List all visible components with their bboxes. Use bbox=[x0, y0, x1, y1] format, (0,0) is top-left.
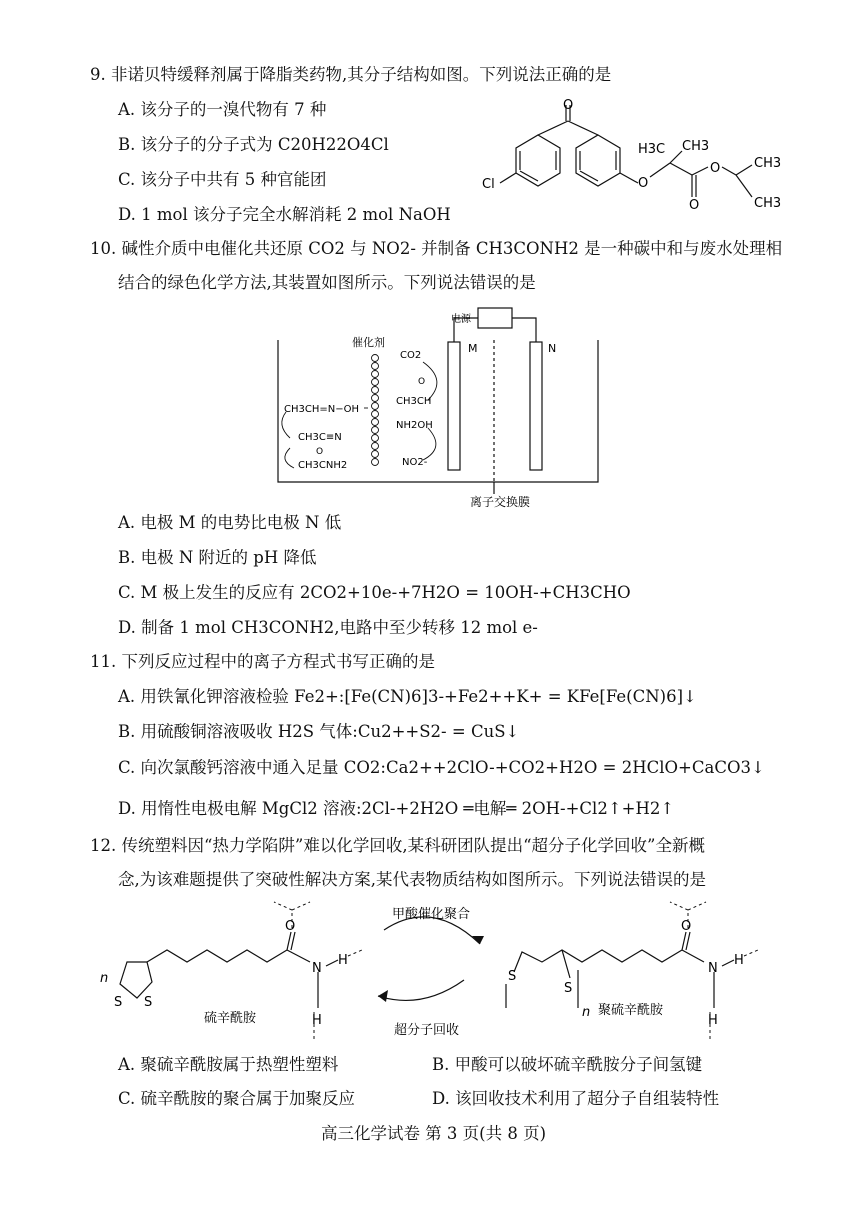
q10-fig-acetaldehyde: CH3CH bbox=[396, 396, 432, 407]
q12-option-d[interactable]: D. 该回收技术利用了超分子自组装特性 bbox=[432, 1089, 720, 1108]
q10-fig-amide-o: O bbox=[316, 447, 324, 457]
q9-fig-ester-o: O bbox=[710, 161, 721, 176]
q12-fig-monomer-label: 硫辛酰胺 bbox=[204, 1011, 257, 1026]
q12-fig-h-right: H bbox=[734, 953, 744, 968]
q12-fig-s-right: S bbox=[508, 969, 517, 984]
q12-fig-polymer-label: 聚硫辛酰胺 bbox=[598, 1003, 664, 1018]
q9-fig-ether-o: O bbox=[638, 176, 649, 191]
q12-fig-backward-label: 超分子回收 bbox=[394, 1023, 460, 1038]
q9-option-c[interactable]: C. 该分子中共有 5 种官能团 bbox=[118, 170, 327, 189]
q9-option-a[interactable]: A. 该分子的一溴代物有 7 种 bbox=[118, 100, 327, 119]
q11-stem: 11. 下列反应过程中的离子方程式书写正确的是 bbox=[90, 652, 435, 671]
q10-fig-co2: CO2 bbox=[400, 350, 422, 361]
q9-fig-cl: Cl bbox=[482, 177, 495, 192]
q11-option-a[interactable]: A. 用铁氰化钾溶液检验 Fe2+:[Fe(CN)6]3-+Fe2++K+ = KFe[Fe(CN)6]↓ bbox=[118, 687, 697, 706]
q10-fig-hydroxylamine: NH2OH bbox=[396, 420, 433, 431]
q10-stem-line1: 10. 碱性介质中电催化共还原 CO2 与 NO2- 并制备 CH3CONH2 是一种碳中和与废水处理相 bbox=[90, 239, 783, 258]
q10-fig-catalyst: 催化剂 bbox=[352, 336, 385, 349]
q12-fig-h2-left: H bbox=[312, 1013, 322, 1028]
q10-option-c[interactable]: C. M 极上发生的反应有 2CO2+10e-+7H2O = 10OH-+CH3CHO bbox=[118, 583, 631, 602]
q9-option-b[interactable]: B. 该分子的分子式为 C20H22O4Cl bbox=[118, 135, 389, 154]
q9-fig-ester-co: O bbox=[689, 198, 700, 213]
q10-fig-membrane: 离子交换膜 bbox=[470, 495, 531, 509]
q9-fig-ch3-c: CH3 bbox=[754, 196, 782, 211]
q10-fig-nitrile: CH3C≡N bbox=[298, 432, 342, 443]
q9-fig-h3c: H3C bbox=[638, 142, 666, 157]
q10-option-a[interactable]: A. 电极 M 的电势比电极 N 低 bbox=[118, 513, 342, 532]
q12-fig-n-right: n bbox=[582, 1005, 591, 1020]
q12-fig-s-left: S bbox=[114, 995, 123, 1010]
q10-stem-line2: 结合的绿色化学方法,其装置如图所示。下列说法错误的是 bbox=[118, 273, 536, 292]
q12-fig-o-left: O bbox=[285, 919, 296, 934]
q10-option-d[interactable]: D. 制备 1 mol CH3CONH2,电路中至少转移 12 mol e- bbox=[118, 618, 538, 637]
electrolysis-cell-diagram bbox=[268, 300, 608, 510]
q12-stem-line2: 念,为该难题提供了突破性解决方案,某代表物质结构如图所示。下列说法错误的是 bbox=[118, 870, 706, 889]
q11-option-b[interactable]: B. 用硫酸铜溶液吸收 H2S 气体:Cu2++S2- = CuS↓ bbox=[118, 722, 520, 741]
q12-fig-n-atom-right: N bbox=[708, 961, 718, 976]
q12-fig-s-right2: S bbox=[564, 981, 573, 996]
q10-fig-electrode-m: M bbox=[468, 342, 478, 355]
q10-fig-acetaldehyde-o: O bbox=[418, 377, 426, 387]
q10-fig-amide: CH3CNH2 bbox=[298, 460, 348, 471]
q10-option-b[interactable]: B. 电极 N 附近的 pH 降低 bbox=[118, 548, 317, 567]
q12-fig-h-left: H bbox=[338, 953, 348, 968]
q9-fig-carbonyl-o: O bbox=[563, 98, 574, 113]
q12-fig-n-atom-left: N bbox=[312, 961, 322, 976]
q9-stem: 9. 非诺贝特缓释剂属于降脂类药物,其分子结构如图。下列说法正确的是 bbox=[90, 65, 612, 84]
q9-option-d[interactable]: D. 1 mol 该分子完全水解消耗 2 mol NaOH bbox=[118, 205, 451, 224]
fenofibrate-structure bbox=[470, 95, 800, 225]
q11-option-d[interactable]: D. 用惰性电极电解 MgCl2 溶液:2Cl-+2H2O ═电解═ 2OH-+Cl2↑+H2↑ bbox=[118, 799, 675, 818]
q12-fig-s-left2: S bbox=[144, 995, 153, 1010]
q10-fig-power-label: 电源 bbox=[451, 314, 471, 325]
q12-fig-o-right: O bbox=[681, 919, 692, 934]
q10-fig-oxime: CH3CH=N−OH bbox=[284, 404, 359, 415]
q11-option-c[interactable]: C. 向次氯酸钙溶液中通入足量 CO2:Ca2++2ClO-+CO2+H2O = 2HClO+CaCO3↓ bbox=[118, 758, 765, 777]
q12-fig-h2-right: H bbox=[708, 1013, 718, 1028]
page-footer: 高三化学试卷 第 3 页(共 8 页) bbox=[320, 1124, 547, 1143]
q12-option-b[interactable]: B. 甲酸可以破坏硫辛酰胺分子间氢键 bbox=[432, 1055, 703, 1074]
q12-fig-forward-label: 甲酸催化聚合 bbox=[392, 907, 471, 922]
lipoamide-polymerization-diagram bbox=[92, 900, 782, 1050]
q10-fig-nitrite: NO2- bbox=[402, 457, 428, 468]
q10-fig-electrode-n: N bbox=[548, 342, 557, 355]
q12-stem-line1: 12. 传统塑料因“热力学陷阱”难以化学回收,某科研团队提出“超分子化学回收”全新概 bbox=[90, 836, 705, 855]
q9-fig-ch3: CH3 bbox=[682, 139, 710, 154]
q9-fig-ch3-b: CH3 bbox=[754, 156, 782, 171]
q12-fig-n-left: n bbox=[100, 971, 109, 986]
q12-option-a[interactable]: A. 聚硫辛酰胺属于热塑性塑料 bbox=[118, 1055, 339, 1074]
q12-option-c[interactable]: C. 硫辛酰胺的聚合属于加聚反应 bbox=[118, 1089, 356, 1108]
